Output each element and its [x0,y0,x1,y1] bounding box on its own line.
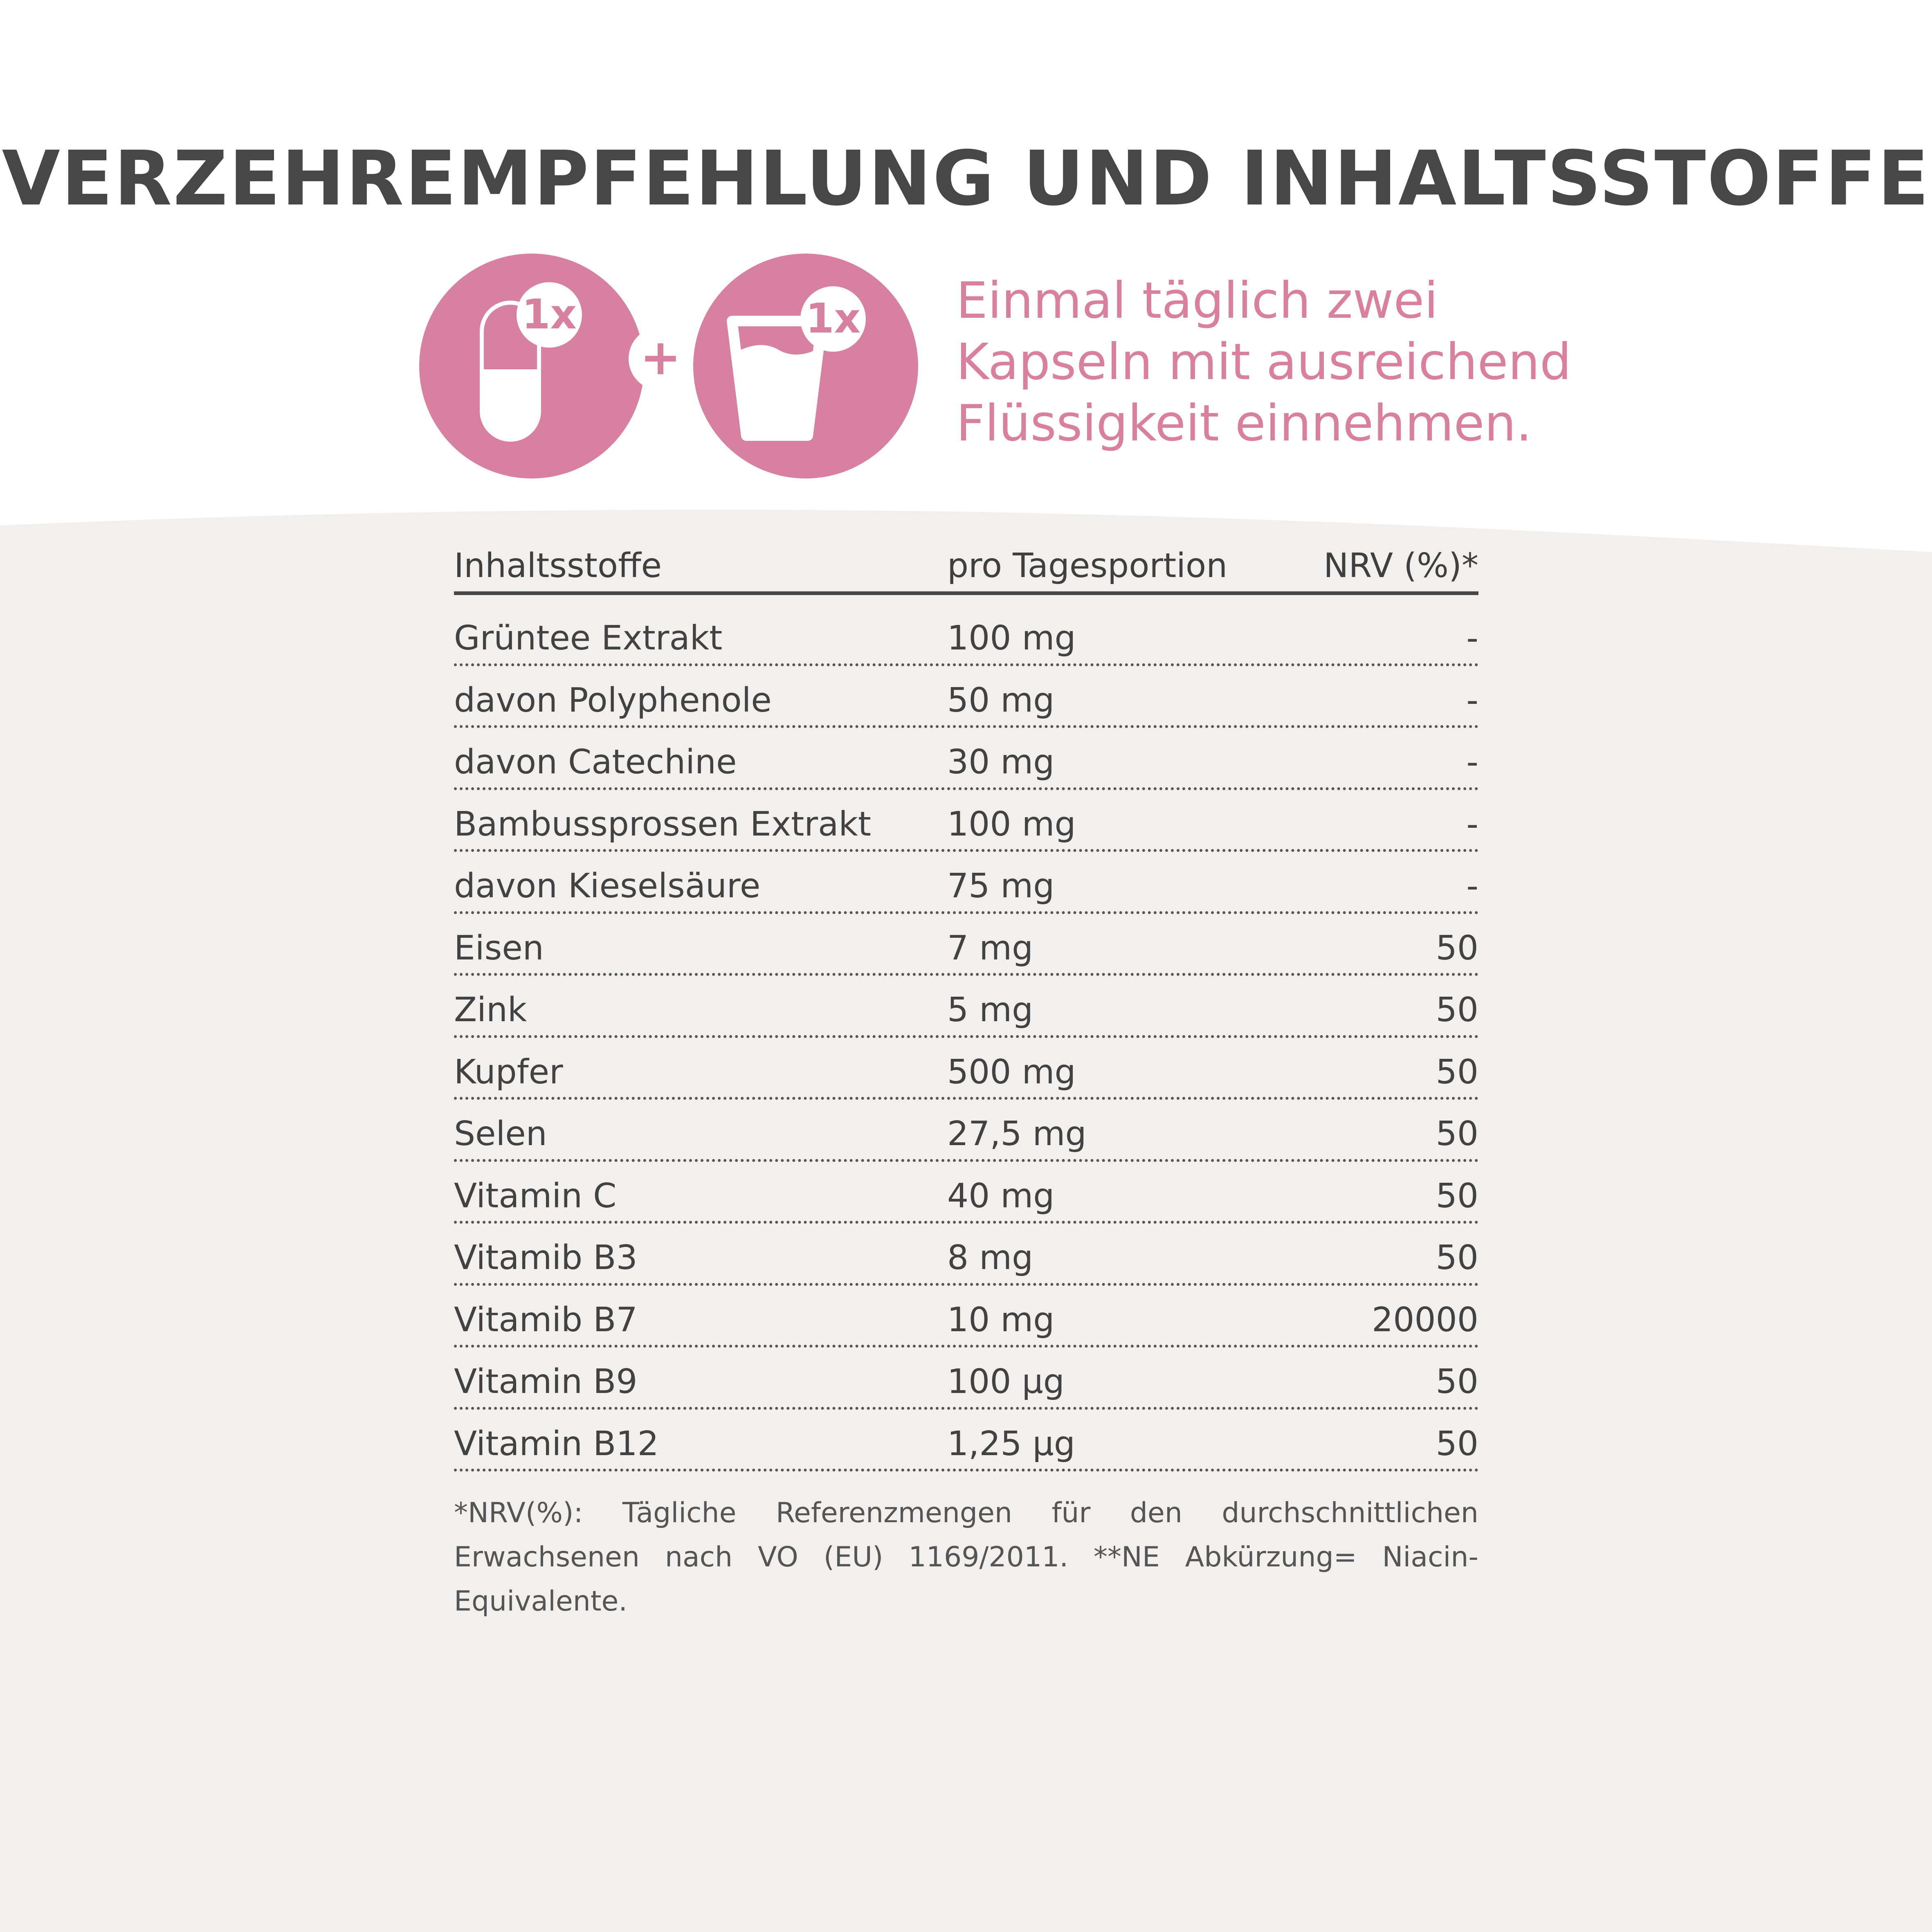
ingredient-amount: 1,25 µg [947,1424,1075,1463]
ingredient-nrv: - [1466,804,1478,844]
ingredient-amount: 50 mg [947,681,1055,720]
ingredient-nrv: - [1466,743,1478,782]
ingredient-nrv: 50 [1436,928,1478,968]
page-title: VERZEHREMPFEHLUNG UND INHALTSSTOFFE [2,135,1930,222]
table-row [454,914,1478,976]
ingredient-nrv: 50 [1436,1052,1478,1092]
dosage-instruction [956,270,1570,454]
ingredient-name: Vitamin C [454,1176,617,1215]
ingredient-name: Zink [454,991,527,1029]
table-body [454,604,1478,1471]
ingredient-name: Bambussprossen Extrakt [454,804,871,844]
ingredient-amount: 500 mg [947,1052,1076,1092]
table-row [454,1286,1478,1348]
ingredient-name: Selen [454,1114,547,1153]
plus-sign: + [640,329,681,386]
table-row [454,728,1478,790]
ingredient-amount: 5 mg [947,991,1033,1029]
ingredient-name: davon Polyphenole [454,681,772,720]
instruction-line: Flüssigkeit einnehmen. [956,394,1532,452]
ingredient-nrv: 50 [1436,1238,1478,1277]
table-row [454,1162,1478,1224]
glass-icon [693,254,918,479]
capsule-icon [419,254,644,479]
ingredient-amount: 100 µg [947,1362,1065,1401]
table-header [454,540,1478,595]
ingredients-table [454,540,1478,1624]
glass-badge: 1x [805,294,861,342]
table-row [454,976,1478,1038]
ingredient-name: Vitamin B12 [454,1424,659,1463]
ingredient-amount: 8 mg [947,1238,1033,1277]
table-row [454,790,1478,852]
table-row [454,1224,1478,1286]
capsule-badge: 1x [521,290,577,338]
table-row [454,852,1478,914]
ingredient-amount: 10 mg [947,1300,1055,1339]
ingredient-nrv: - [1466,681,1478,720]
ingredient-name: Vitamib B3 [454,1238,638,1277]
ingredient-name: Vitamin B9 [454,1362,638,1401]
ingredient-nrv: - [1466,867,1478,905]
dosage-icons [413,247,920,485]
ingredient-amount: 75 mg [947,867,1055,905]
instruction-line: Einmal täglich zwei [956,272,1438,330]
ingredient-name: Grüntee Extrakt [454,619,723,658]
ingredient-name: davon Kieselsäure [454,867,761,905]
nrv-footnote: *NRV(%): Tägliche Referenzmengen für den durchschnittlichen Erwachsenen nach VO (EU) 1169/2011. **NE Abkürzung= Niacin-Equivalente. [454,1497,1478,1617]
ingredient-name: davon Catechine [454,743,737,782]
ingredient-name: Vitamib B7 [454,1300,638,1339]
ingredient-nrv: 50 [1436,1114,1478,1153]
ingredient-amount: 27,5 mg [947,1114,1087,1153]
header-ingredient: Inhaltsstoffe [454,546,662,585]
ingredient-nrv: 50 [1436,1176,1478,1215]
ingredient-nrv: 20000 [1372,1300,1478,1339]
ingredient-nrv: 50 [1436,991,1478,1029]
header-daily-portion: pro Tagesportion [947,546,1228,585]
ingredient-amount: 7 mg [947,928,1033,968]
table-row [454,1410,1478,1472]
ingredient-nrv: - [1466,619,1478,658]
table-row [454,1100,1478,1162]
ingredient-amount: 100 mg [947,804,1076,844]
table-row [454,1038,1478,1100]
table-row [454,1348,1478,1410]
table-row [454,666,1478,728]
ingredient-name: Eisen [454,928,544,968]
instruction-line: Kapseln mit ausreichend [956,333,1572,391]
ingredient-nrv: 50 [1436,1362,1478,1401]
ingredient-amount: 100 mg [947,619,1076,658]
ingredient-amount: 40 mg [947,1176,1055,1215]
table-row [454,604,1478,666]
ingredient-amount: 30 mg [947,743,1055,782]
ingredient-name: Kupfer [454,1052,563,1092]
header-nrv: NRV (%)* [1323,546,1478,585]
ingredient-nrv: 50 [1436,1424,1478,1463]
